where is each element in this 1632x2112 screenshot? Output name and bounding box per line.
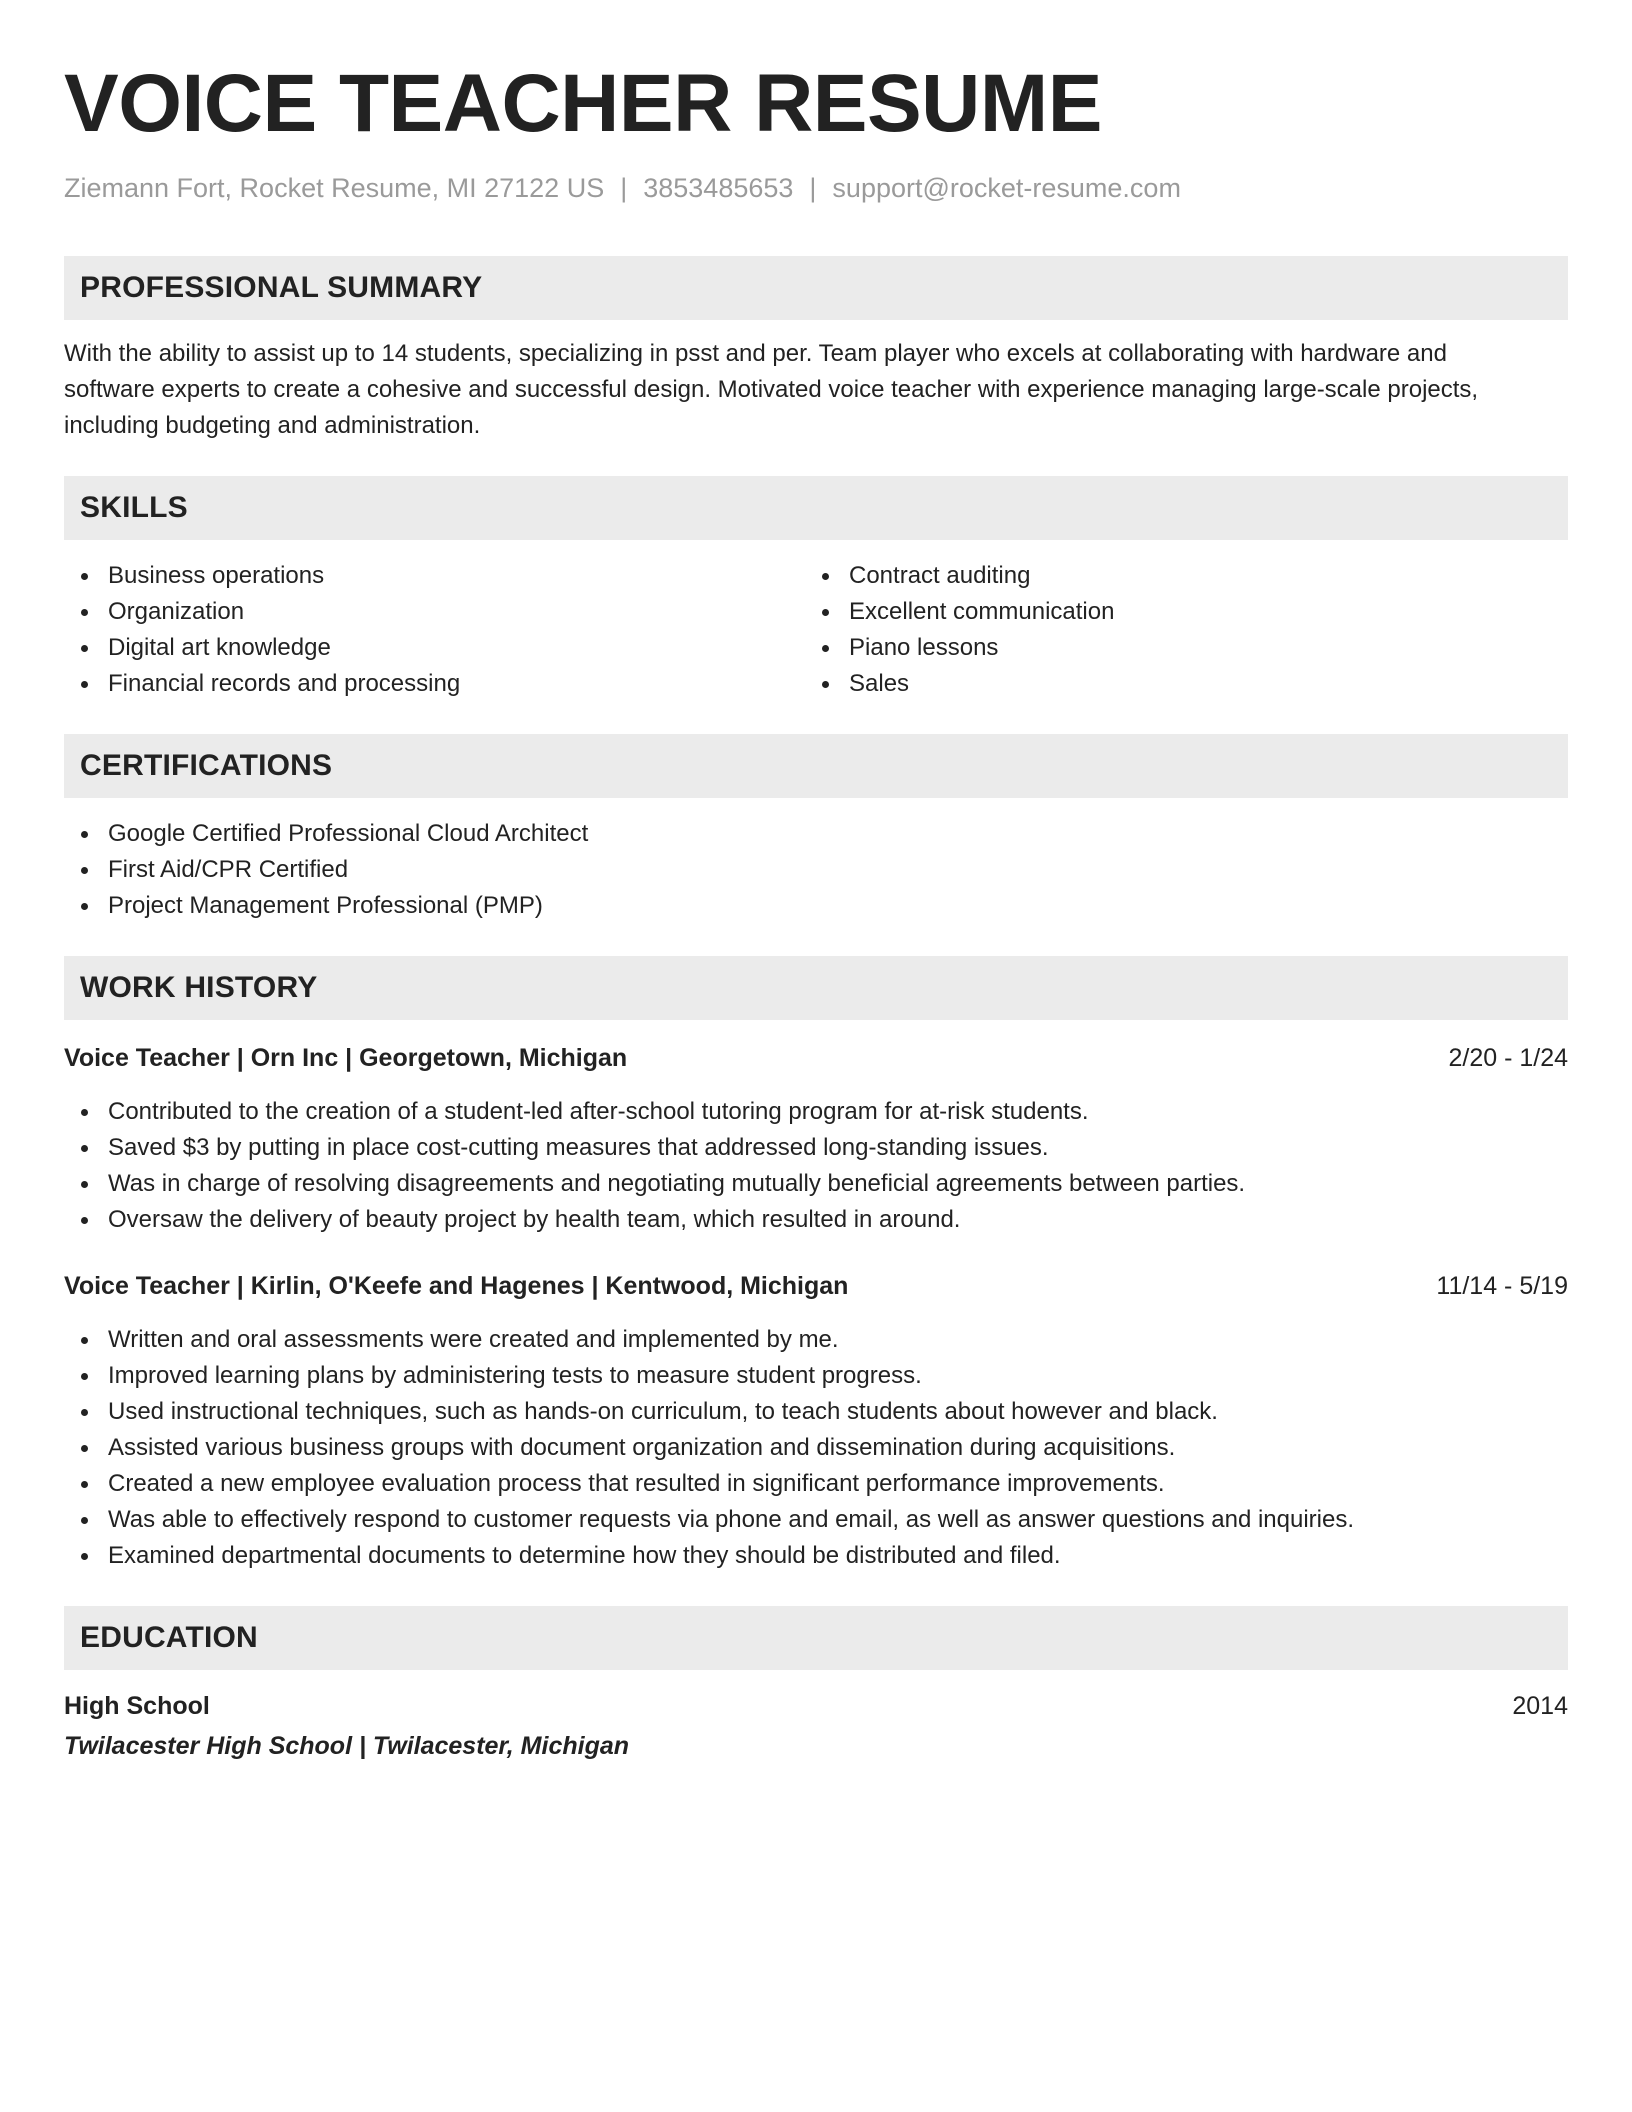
education-section-header — [64, 1606, 1568, 1670]
skill-item: Organization — [64, 594, 805, 630]
certification-item: Project Management Professional (PMP) — [64, 888, 1568, 924]
skills-columns — [64, 540, 1568, 702]
contact-phone: 3853485653 — [643, 173, 794, 203]
contact-separator: | — [620, 173, 628, 203]
skill-item: Financial records and processing — [64, 666, 805, 702]
job-entry — [64, 1040, 1568, 1238]
job-bullets — [64, 1322, 1568, 1574]
summary-line: With the ability to assist up to 14 students, specializing in psst and per. Team player who excels at collaborating with hardware and — [64, 340, 1447, 367]
job-bullet: Examined departmental documents to determine how they should be distributed and filed. — [64, 1538, 1568, 1574]
job-entry — [64, 1268, 1568, 1574]
job-dates: 11/14 - 5/19 — [1436, 1272, 1568, 1300]
job-bullet: Used instructional techniques, such as hands-on curriculum, to teach students about however and black. — [64, 1394, 1568, 1430]
contact-address: Ziemann Fort, Rocket Resume, MI 27122 US — [64, 173, 605, 203]
certification-item: Google Certified Professional Cloud Architect — [64, 816, 1568, 852]
contact-email: support@rocket-resume.com — [832, 173, 1181, 203]
education-degree: High School — [64, 1692, 210, 1720]
summary-heading: PROFESSIONAL SUMMARY — [80, 271, 483, 304]
education-year: 2014 — [1512, 1692, 1568, 1720]
job-bullet: Saved $3 by putting in place cost-cutting measures that addressed long-standing issues. — [64, 1130, 1568, 1166]
job-bullet: Was able to effectively respond to customer requests via phone and email, as well as answer questions and inquiries. — [64, 1502, 1568, 1538]
job-bullet: Contributed to the creation of a student-led after-school tutoring program for at-risk students. — [64, 1094, 1568, 1130]
certifications-list — [64, 816, 1568, 924]
work-history-section-header — [64, 956, 1568, 1020]
job-bullet: Was in charge of resolving disagreements and negotiating mutually beneficial agreements between parties. — [64, 1166, 1568, 1202]
summary-text — [64, 336, 1568, 444]
education-header — [64, 1688, 1568, 1724]
certification-item: First Aid/CPR Certified — [64, 852, 1568, 888]
skills-heading: SKILLS — [80, 491, 188, 524]
certifications-section-header — [64, 734, 1568, 798]
job-bullet: Assisted various business groups with document organization and dissemination during acquisitions. — [64, 1430, 1568, 1466]
summary-section-header — [64, 256, 1568, 320]
skill-item: Excellent communication — [805, 594, 1557, 630]
summary-line: including budgeting and administration. — [64, 412, 481, 439]
contact-separator: | — [809, 173, 817, 203]
job-bullet: Created a new employee evaluation process that resulted in significant performance improvements. — [64, 1466, 1568, 1502]
contact-line — [64, 170, 1568, 206]
job-bullets — [64, 1094, 1568, 1238]
job-bullet: Oversaw the delivery of beauty project by health team, which resulted in around. — [64, 1202, 1568, 1238]
skill-item: Sales — [805, 666, 1557, 702]
skills-list-left — [64, 558, 805, 702]
skill-item: Business operations — [64, 558, 805, 594]
summary-line: software experts to create a cohesive and successful design. Motivated voice teacher with experience managing large-scale projects, — [64, 376, 1479, 403]
job-header — [64, 1040, 1568, 1076]
skills-list-right — [805, 558, 1557, 702]
job-title: Voice Teacher | Orn Inc | Georgetown, Michigan — [64, 1044, 628, 1072]
certifications-heading: CERTIFICATIONS — [80, 749, 333, 782]
job-bullet: Written and oral assessments were created and implemented by me. — [64, 1322, 1568, 1358]
job-title: Voice Teacher | Kirlin, O'Keefe and Hagenes | Kentwood, Michigan — [64, 1272, 849, 1300]
education-school: Twilacester High School | Twilacester, Michigan — [64, 1732, 630, 1760]
job-header — [64, 1268, 1568, 1304]
resume-title: VOICE TEACHER RESUME — [64, 58, 1102, 149]
job-bullet: Improved learning plans by administering tests to measure student progress. — [64, 1358, 1568, 1394]
job-dates: 2/20 - 1/24 — [1448, 1044, 1568, 1072]
skill-item: Digital art knowledge — [64, 630, 805, 666]
work-history-heading: WORK HISTORY — [80, 971, 318, 1004]
skills-section-header — [64, 476, 1568, 540]
education-heading: EDUCATION — [80, 1621, 258, 1654]
skill-item: Contract auditing — [805, 558, 1557, 594]
skill-item: Piano lessons — [805, 630, 1557, 666]
